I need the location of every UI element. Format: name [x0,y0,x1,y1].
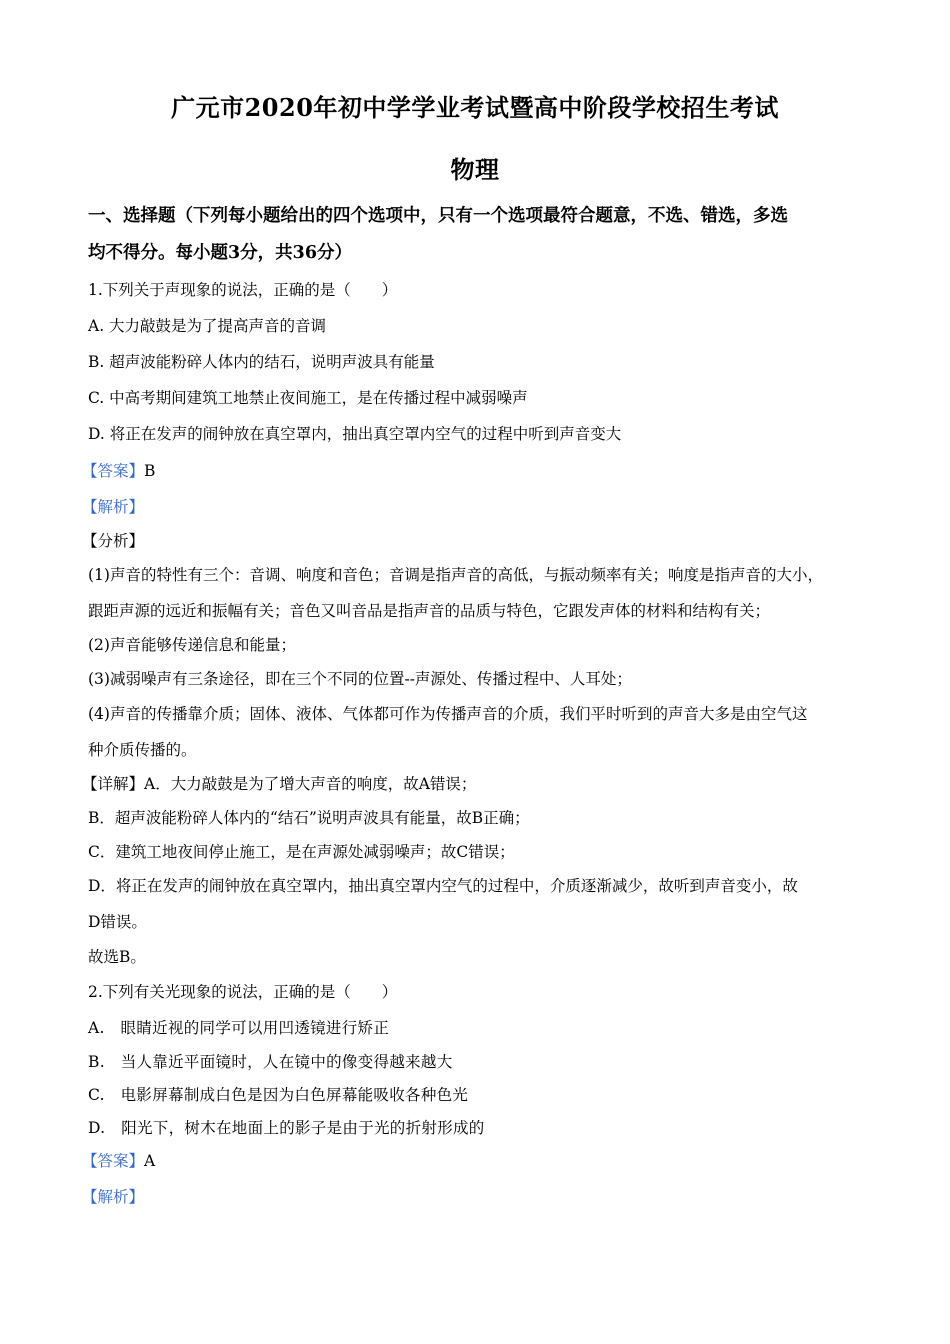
detail-line-2: B．超声波能粉碎人体内的“结石”说明声波具有能量，故B正确； [88,809,530,827]
detail-line-1 [82,773,882,795]
answer-value: A [144,1152,156,1170]
answer-tag: 【答案】 [82,462,145,480]
analysis-line-3: (2)声音能够传递信息和能量； [88,636,296,654]
question-1-option-c: C. 中高考期间建筑工地禁止夜间施工，是在传播过程中减弱噪声 [88,389,528,407]
subject-title: 物理 [450,155,500,184]
question-1-stem: 1.下列关于声现象的说法，正确的是（ ） [88,281,398,299]
question-2-answer [82,1150,882,1172]
analysis-line-4: (3)减弱噪声有三条途径，即在三个不同的位置--声源处、传播过程中、人耳处； [88,670,632,688]
analysis-line-1: (1)声音的特性有三个：音调、响度和音色；音调是指声音的高低，与振动频率有关；响度是指声音的大小， [88,566,823,584]
answer-tag: 【答案】 [82,1152,145,1170]
detail-line-3: C．建筑工地夜间停止施工，是在声源处减弱噪声；故C错误； [88,843,515,861]
question-1-option-d: D. 将正在发声的闹钟放在真空罩内，抽出真空罩内空气的过程中听到声音变大 [88,425,622,443]
question-2-option-d: D. 阳光下，树木在地面上的影子是由于光的折射形成的 [88,1119,485,1137]
detail-tag: 【详解】 [82,775,145,793]
question-2-option-b: B. 当人靠近平面镜时，人在镜中的像变得越来越大 [88,1053,453,1071]
detail-text: A．大力敲鼓是为了增大声音的响度，故A错误； [144,775,477,793]
analysis-line-5: (4)声音的传播靠介质；固体、液体、气体都可作为传播声音的介质，我们平时听到的声音大多是由空气这 [88,705,808,723]
analysis-line-2: 跟距声源的远近和振幅有关；音色又叫音品是指声音的品质与特色，它跟发声体的材料和结构有关； [88,602,771,620]
question-2-option-a: A. 眼睛近视的同学可以用凹透镜进行矫正 [88,1019,390,1037]
analysis-line-6: 种介质传播的。 [88,741,197,759]
section-heading-line-1: 一、选择题（下列每小题给出的四个选项中，只有一个选项最符合题意，不选、错选，多选 [88,206,788,226]
question-1-conclusion: 故选B。 [88,948,146,966]
question-1-option-b: B. 超声波能粉碎人体内的结石，说明声波具有能量 [88,353,435,371]
question-1-answer [82,460,882,482]
section-heading-line-2: 均不得分。每小题3分，共36分） [88,243,353,263]
question-2-stem: 2.下列有关光现象的说法，正确的是（ ） [88,983,398,1001]
detail-line-5: D错误。 [88,913,147,931]
answer-value: B [144,462,156,480]
exam-title: 广元市2020年初中学学业考试暨高中阶段学校招生考试 [171,93,779,122]
question-1-fenxi-tag: 【分析】 [82,532,145,550]
question-2-option-c: C. 电影屏幕制成白色是因为白色屏幕能吸收各种色光 [88,1086,469,1104]
question-2-jiexi-tag: 【解析】 [82,1188,145,1206]
detail-line-4: D．将正在发声的闹钟放在真空罩内，抽出真空罩内空气的过程中，介质逐渐减少，故听到声音变小，故 [88,877,798,895]
question-1-jiexi-tag: 【解析】 [82,498,145,516]
question-1-option-a: A. 大力敲鼓是为了提高声音的音调 [88,317,327,335]
